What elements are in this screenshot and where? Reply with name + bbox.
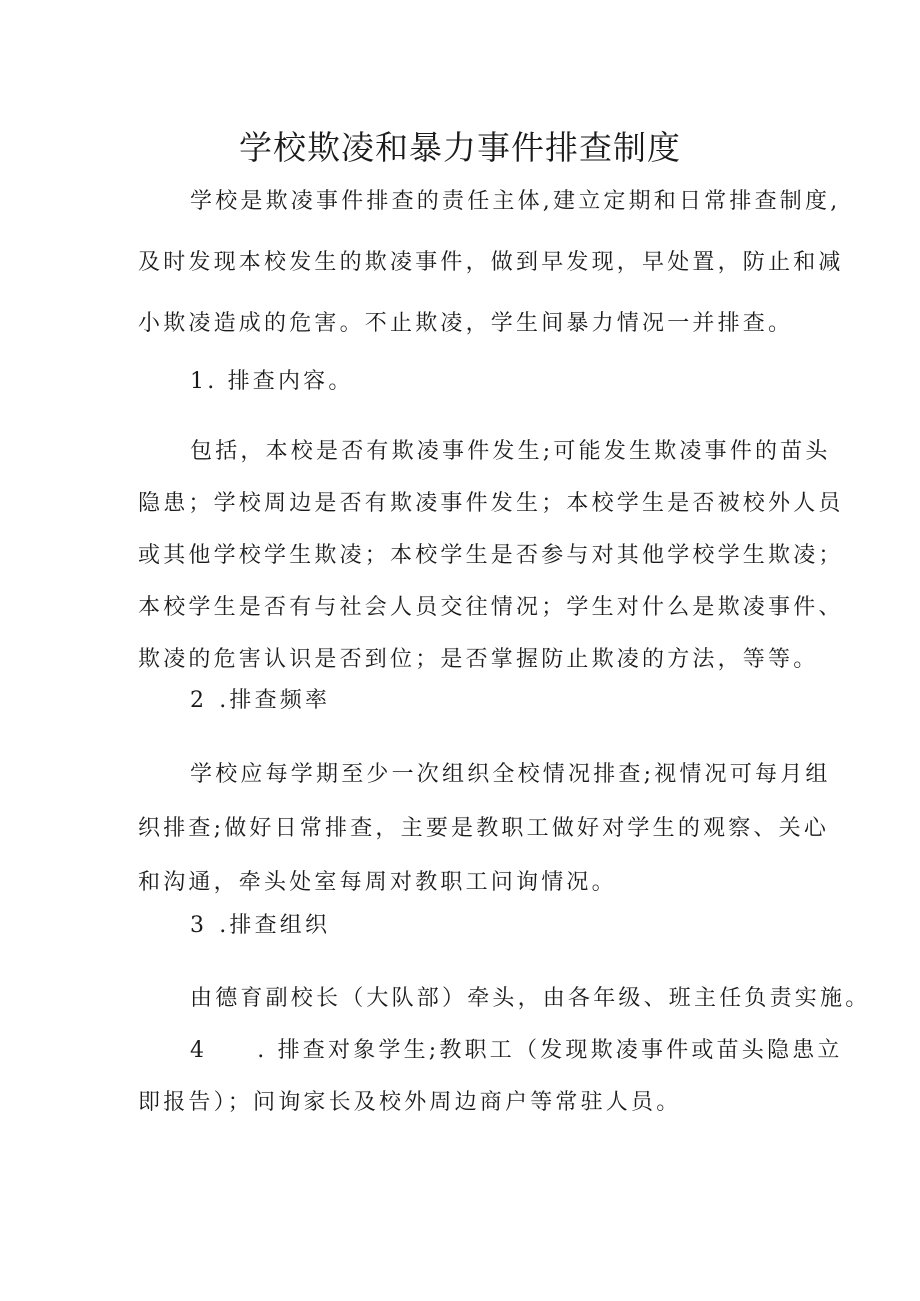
- paragraph-line: 包括，本校是否有欺凌事件发生;可能发生欺凌事件的苗头: [190, 439, 831, 464]
- section-number: 3: [190, 913, 208, 938]
- intro-paragraph: [138, 187, 844, 339]
- section-number: 4: [190, 1038, 208, 1063]
- paragraph-line: 或其他学校学生欺凌；本校学生是否参与对其他学校学生欺凌；: [138, 543, 844, 568]
- section-heading-text: .排查频率: [219, 688, 331, 713]
- paragraph-line: 小欺凌造成的危害。不止欺凌，学生间暴力情况一并排查。: [138, 311, 794, 336]
- target-paragraph: [138, 1036, 843, 1118]
- organization-paragraph: [138, 984, 871, 1014]
- section-heading-text: . 排查对象学生;教职工（发现欺凌事件或苗头隐患立: [257, 1038, 843, 1063]
- document-title: 学校欺凌和暴力事件排查制度: [239, 128, 681, 167]
- section-heading-organization: [138, 911, 788, 941]
- paragraph-line: 及时发现本校发生的欺凌事件，做到早发现，早处置，防止和减: [138, 250, 844, 275]
- paragraph-line: 和沟通，牵头处室每周对教职工问询情况。: [138, 870, 617, 895]
- paragraph-line: 学校是欺凌事件排查的责任主体,建立定期和日常排查制度,: [190, 189, 841, 214]
- paragraph-line: 隐患；学校周边是否有欺凌事件发生；本校学生是否被校外人员: [138, 491, 844, 516]
- paragraph-line: 即报告）；问询家长及校外周边商户等常驻人员。: [138, 1090, 682, 1115]
- content-paragraph: [138, 437, 844, 675]
- section-heading-text: .排查组织: [219, 913, 331, 938]
- section-heading-content: 1. 排查内容。: [190, 369, 354, 394]
- paragraph-line: 欺凌的危害认识是否到位；是否掌握防止欺凌的方法，等等。: [138, 647, 819, 672]
- paragraph-line: 学校应每学期至少一次组织全校情况排查;视情况可每月组: [190, 762, 831, 787]
- section-heading-frequency: [138, 686, 788, 716]
- paragraph-line: 由德育副校长（大队部）牵头，由各年级、班主任负责实施。: [190, 986, 871, 1011]
- paragraph-line: 本校学生是否有与社会人员交往情况；学生对什么是欺凌事件、: [138, 595, 844, 620]
- frequency-paragraph: [138, 760, 831, 898]
- paragraph-line: 织排查;做好日常排查，主要是教职工做好对学生的观察、关心: [138, 816, 830, 841]
- section-number: 2: [190, 688, 208, 713]
